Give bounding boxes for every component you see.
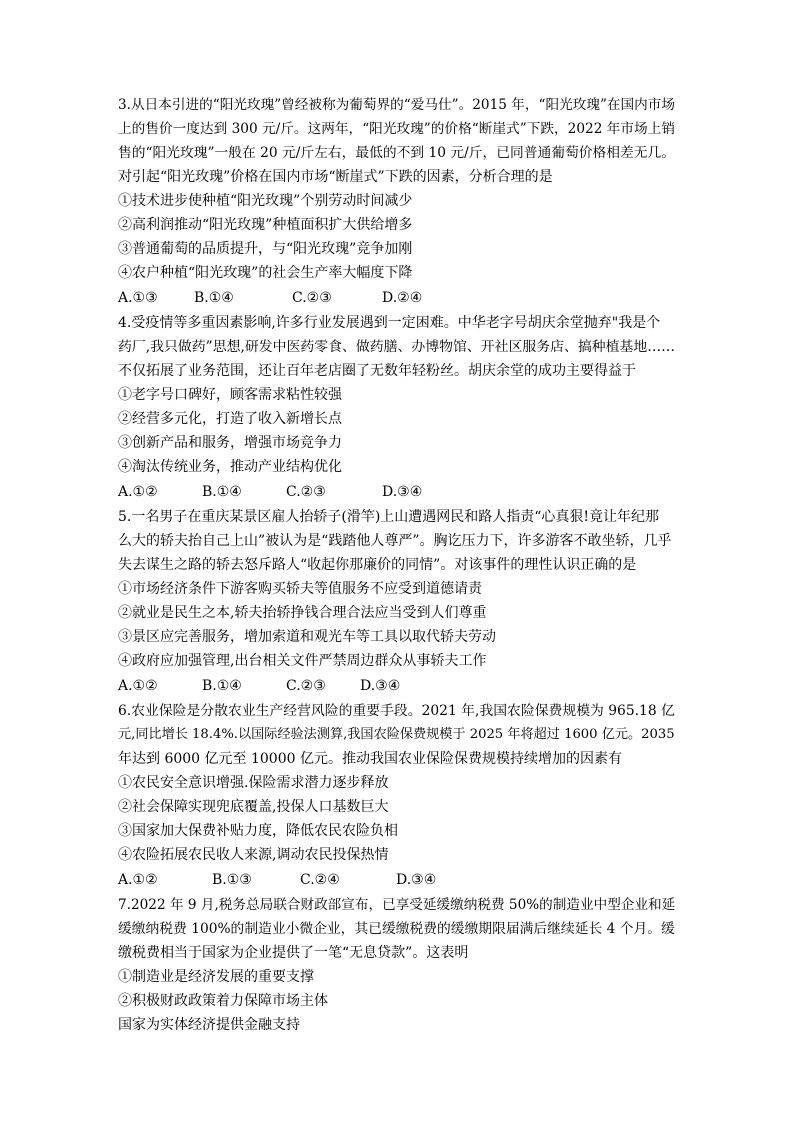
question-3-stem-line-1: 3.从日本引进的“阳光玫瑰”曾经被称为葡萄界的“爱马仕”。2015 年，“阳光玫瑰”在国内市场: [118, 97, 676, 113]
choice-b: B.①④: [194, 290, 234, 306]
question-4-stem-line-1: 4.受疫情等多重因素影响,许多行业发展遇到一定困难。中华老字号胡庆余堂抛弃"我是个: [118, 315, 661, 331]
question-5-item-1: ①市场经济条件下游客购买轿夫等值服务不应受到道德请责: [118, 581, 482, 597]
question-6-stem-line-3: 年达到 6000 亿元至 10000 亿元。推动我国农业保险保费规模持续增加的因素有: [118, 751, 622, 767]
choice-d: D.③④: [360, 678, 401, 694]
question-3-stem-line-4: 对引起“阳光玫瑰”价格在国内市场“断崖式”下跌的因素，分析合理的是: [118, 169, 553, 185]
question-7-stem-line-1: 7.2022 年 9 月,税务总局联合财政部宣布，已享受延缓缴纳税费 50%的制造业中型企业和延: [118, 897, 676, 913]
question-7-item-2: ②积极财政政策着力保障市场主体: [118, 993, 328, 1009]
question-4-item-4: ④淘汰传统业务，推动产业结构优化: [118, 459, 342, 475]
question-3-stem-line-3: 售的“阳光玫瑰”一般在 20 元/斤左右，最低的不到 10 元/斤，已同普通葡萄价格相差无几。: [118, 145, 676, 161]
question-4-item-1: ①老字号口碑好，顾客需求粘性较强: [118, 387, 342, 403]
question-7-stem-line-2: 缓缴纳税费 100%的制造业小微企业，其已缓缴税费的缓缴期限届满后继续延长 4 个月。缓: [118, 921, 675, 937]
question-7-item-3: 国家为实体经济提供金融支持: [118, 1017, 300, 1033]
question-6-stem-line-1: 6.农业保险是分散农业生产经营风险的重要手段。2021 年,我国农险保费规模为 965.18 亿: [118, 703, 675, 719]
question-4-item-3: ③创新产品和服务，增强市场竞争力: [118, 435, 342, 451]
choice-d: D.③④: [396, 872, 437, 888]
question-5-item-2: ②就业是民生之本,轿夫抬轿挣钱合理合法应当受到人们尊重: [118, 605, 487, 621]
question-6-item-4: ④农险拓展农民收人来源,调动农民投保热情: [118, 847, 389, 863]
choice-c: C.②③: [292, 290, 332, 306]
choice-c: C.②④: [300, 872, 340, 888]
choice-b: B.①③: [212, 872, 252, 888]
question-5-stem-line-2: 么大的轿夫抬自己上山”被认为是“践踏他人尊严”。胸讫压力下，许多游客不敢坐轿，几乎: [118, 533, 672, 549]
question-5-stem-line-1: 5.一名男子在重庆某景区雇人抬轿子(滑竿)上山遭遇网民和路人指责“心真狠!竟让年纪那: [118, 509, 660, 525]
question-6-item-1: ①农民安全意识增强.保险需求潜力逐步释放: [118, 775, 389, 791]
question-6-stem-line-2: 元,同比增长 18.4%.以国际经验法测算,我国农险保费规模于 2025 年将超过 1600 亿元。2035: [118, 727, 675, 742]
question-6-item-2: ②社会保障实现兜底覆盖,投保人口基数巨大: [118, 799, 389, 815]
question-4-item-2: ②经营多元化，打造了收入新增长点: [118, 411, 342, 427]
question-4-stem-line-3: 不仅拓展了业务范围，还让百年老店圈了无数年轻粉丝。胡庆余堂的成功主要得益于: [118, 363, 636, 379]
choice-c: C.②③: [286, 484, 326, 500]
question-5-item-3: ③景区应完善服务，增加索道和观光车等工具以取代轿夫劳动: [118, 629, 496, 645]
question-3-item-4: ④农户种植“阳光玫瑰”的社会生产率大幅度下降: [118, 265, 413, 281]
question-3-item-2: ②高利润推动“阳光玫瑰”种植面积扩大供给增多: [118, 217, 413, 233]
choice-a: A.①②: [118, 484, 158, 500]
question-7-stem-line-3: 缴税费相当于国家为企业提供了一笔“无息贷款”。这表明: [118, 945, 469, 961]
question-4-stem-line-2: 药厂,我只做药”思想,研发中医药零食、做药膳、办博物馆、开社区服务店、搞种植基地……: [118, 339, 676, 355]
choice-a: A.①②: [118, 872, 158, 888]
choice-a: A.①②: [118, 678, 158, 694]
question-3-item-1: ①技术进步使种植“阳光玫瑰”个别劳动时间减少: [118, 193, 413, 209]
question-3-item-3: ③普通葡萄的品质提升，与“阳光玫瑰”竞争加刚: [118, 241, 413, 257]
choice-b: B.①④: [202, 484, 242, 500]
choice-c: C.②③: [286, 678, 326, 694]
question-7-item-1: ①制造业是经济发展的重要支撑: [118, 969, 314, 985]
question-6-item-3: ③国家加大保费补贴力度，降低农民农险负相: [118, 823, 398, 839]
choice-d: D.③④: [382, 484, 423, 500]
choice-a: A.①③: [118, 290, 158, 306]
question-3-stem-line-2: 上的售价一度达到 300 元/斤。这两年，“阳光玫瑰”的价格“断崖式”下跌，2022 年市场上销: [118, 121, 676, 137]
question-5-item-4: ④政府应加强管理,出台相关文件严禁周边群众从事轿夫工作: [118, 653, 487, 669]
choice-b: B.①④: [202, 678, 242, 694]
question-5-stem-line-3: 失去谋生之路的轿去怒斥路人“收起你那廉价的同情”。对该事件的理性认识正确的是: [118, 557, 637, 573]
choice-d: D.②④: [382, 290, 423, 306]
